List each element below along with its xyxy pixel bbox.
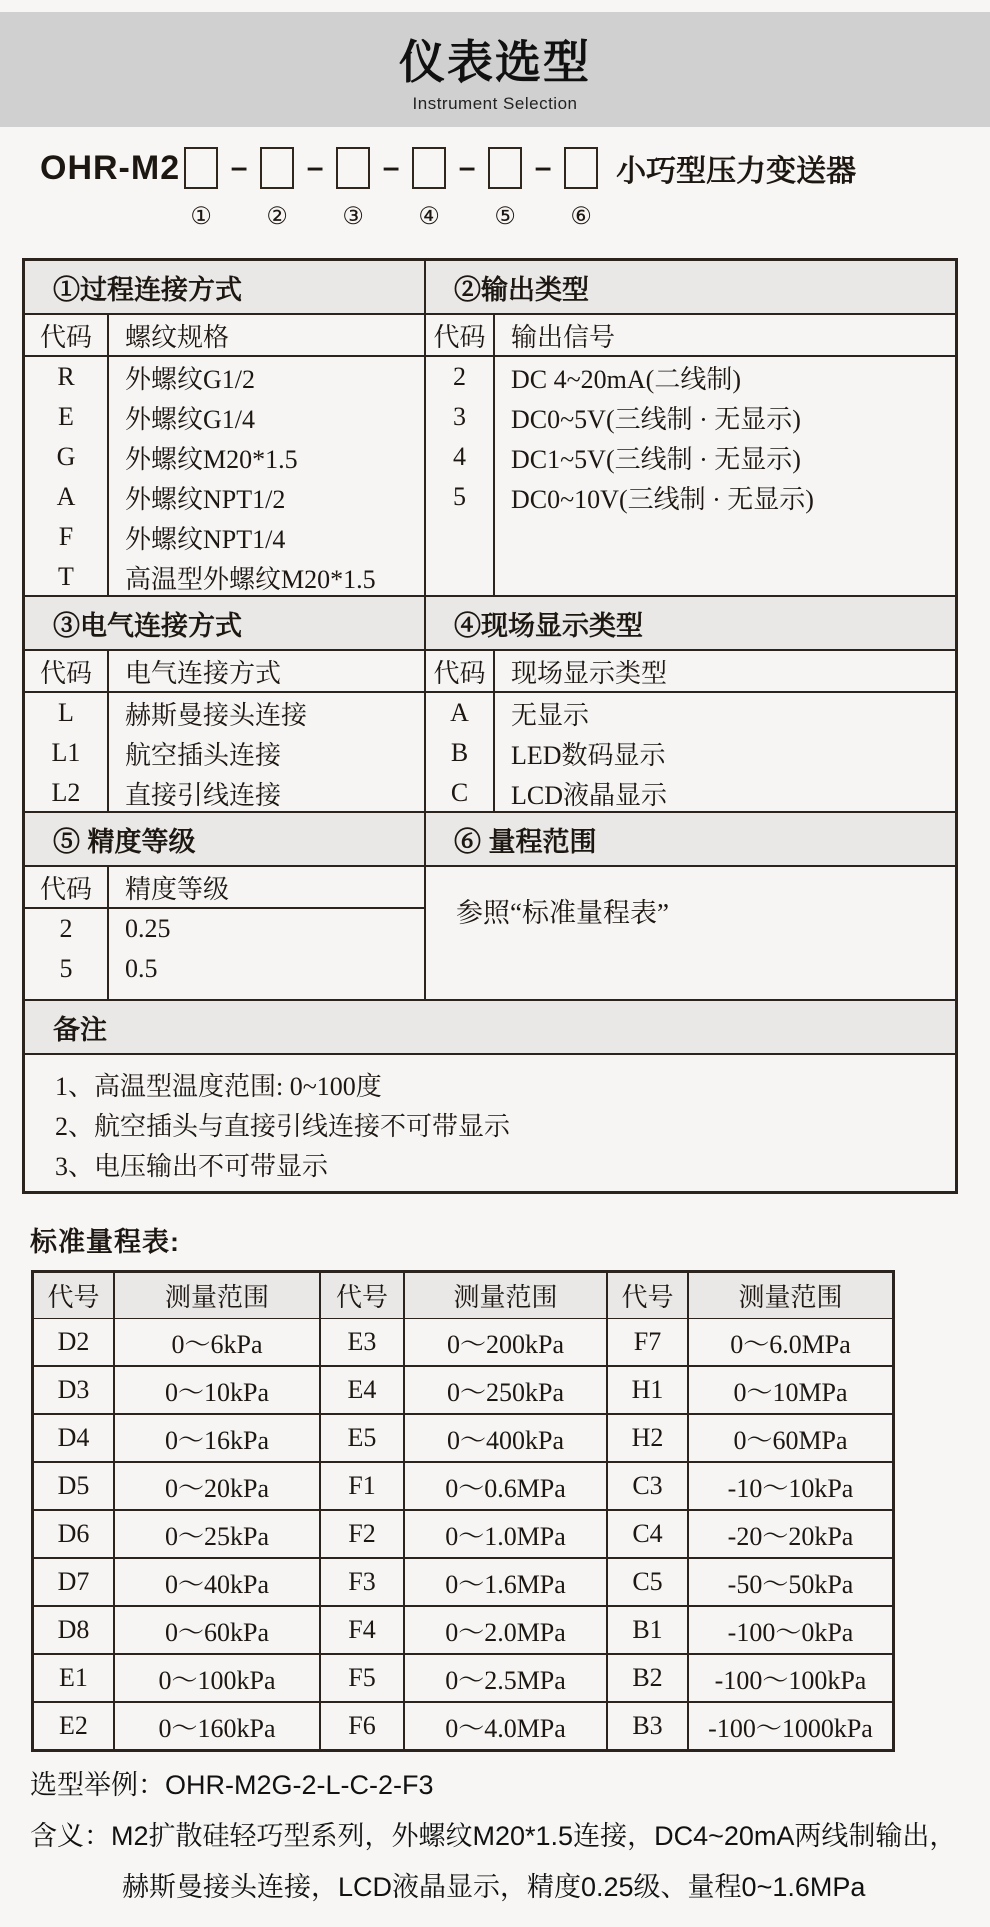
range-code-cell: E2	[59, 1711, 88, 1740]
range-code-cell: D3	[57, 1375, 90, 1404]
range-value-cell: 0～0.6MPa	[403, 1463, 606, 1509]
model-box-1	[184, 147, 218, 189]
range-value-cell: 0～2.0MPa	[403, 1607, 606, 1653]
range-code-cell: D4	[57, 1423, 90, 1452]
circled-number-6: ⑥	[570, 204, 592, 230]
range-code-cell: H1	[606, 1367, 687, 1413]
code-column-header: 代码	[426, 315, 495, 355]
remarks-lines	[25, 1055, 510, 1191]
code-cell: G	[25, 437, 109, 477]
section2-title: ②输出类型	[454, 274, 589, 305]
meaning-text-1: M2扩散硅轻巧型系列，外螺纹M20*1.5连接，DC4~20mA两线制输出，	[111, 1821, 957, 1851]
range-value-cell: 0～100kPa	[113, 1655, 319, 1701]
remarks-body-band	[25, 1053, 955, 1191]
table-row	[25, 437, 424, 477]
circled-number-3: ③	[342, 204, 364, 230]
table-row	[25, 517, 424, 557]
meaning-line-1	[30, 1811, 956, 1862]
column-header-row	[426, 651, 955, 693]
range-code-cell: H2	[606, 1415, 687, 1461]
range-code-cell: C3	[606, 1463, 687, 1509]
range-code-cell: F4	[319, 1607, 403, 1653]
dash-separator: –	[458, 151, 476, 184]
desc-cell: 外螺纹G1/2	[125, 364, 256, 394]
code-cell: L	[25, 693, 109, 733]
section1-rows	[25, 357, 424, 597]
table-row	[25, 357, 424, 397]
table-row	[34, 1557, 892, 1605]
table-row	[25, 773, 424, 813]
page-subtitle: Instrument Selection	[412, 94, 578, 113]
desc-cell: 0.5	[125, 954, 158, 983]
range-value-cell: 0～400kPa	[403, 1415, 606, 1461]
section-body-band-1	[25, 313, 955, 595]
range-table-label: 标准量程表:	[30, 1227, 180, 1257]
code-cell: F	[25, 517, 109, 557]
range-code-cell: E5	[319, 1415, 403, 1461]
code-cell: 5	[426, 477, 495, 517]
range-code-cell: E3	[319, 1319, 403, 1365]
code-cell: R	[25, 357, 109, 397]
desc-cell: LED数码显示	[511, 740, 666, 770]
section4-body	[426, 651, 955, 811]
table-row	[34, 1701, 892, 1749]
code-column-header: 代码	[25, 315, 109, 355]
selection-example	[30, 1760, 956, 1913]
code-cell: T	[25, 557, 109, 597]
range-code-cell: F5	[319, 1655, 403, 1701]
desc-cell: DC 4~20mA(二线制)	[511, 364, 742, 394]
code-cell: B	[426, 733, 495, 773]
dash-separator: –	[534, 151, 552, 184]
desc-cell: 赫斯曼接头连接	[125, 700, 308, 730]
code-cell: 2	[426, 357, 495, 397]
code-column-header: 代码	[25, 867, 109, 907]
table-row	[34, 1605, 892, 1653]
range-value-cell: 0～40kPa	[113, 1559, 319, 1605]
range-value-cell: -20～20kPa	[687, 1511, 892, 1557]
range-code-cell: F2	[319, 1511, 403, 1557]
section3-body	[25, 651, 426, 811]
desc-column-header: 螺纹规格	[125, 322, 230, 352]
meaning-line-2: 赫斯曼接头连接，LCD液晶显示，精度0.25级、量程0~1.6MPa	[122, 1872, 866, 1902]
section4-title: ④现场显示类型	[454, 610, 643, 641]
column-header-row	[25, 315, 424, 357]
dash-separator: –	[306, 151, 324, 184]
range-value-cell: 0～1.0MPa	[403, 1511, 606, 1557]
range-value-cell: 0～60MPa	[687, 1415, 892, 1461]
model-box-3	[336, 147, 370, 189]
circled-number-2: ②	[266, 204, 288, 230]
range-reference-note: 参照“标准量程表”	[456, 898, 669, 928]
desc-cell: 外螺纹M20*1.5	[125, 444, 298, 474]
desc-cell: 0.25	[125, 914, 171, 943]
code-cell: L1	[25, 733, 109, 773]
range-value-cell: 0～10kPa	[113, 1367, 319, 1413]
code-cell: E	[25, 397, 109, 437]
code-cell: C	[426, 773, 495, 813]
desc-cell: 无显示	[511, 700, 590, 730]
range-value-cell: -100～0kPa	[687, 1607, 892, 1653]
remarks-title: 备注	[53, 1014, 107, 1045]
table-row	[426, 397, 955, 437]
range-value-cell: 0～6.0MPa	[687, 1319, 892, 1365]
section-header-band-2	[25, 595, 955, 649]
range-column-header: 测量范围	[403, 1273, 606, 1318]
table-row	[34, 1365, 892, 1413]
range-value-cell: 0～4.0MPa	[403, 1703, 606, 1749]
table-row	[34, 1509, 892, 1557]
section1-body	[25, 315, 426, 595]
dash-separator: –	[230, 151, 248, 184]
range-code-cell: C5	[606, 1559, 687, 1605]
remark-line: 2、航空插头与直接引线连接不可带显示	[55, 1112, 511, 1141]
range-code-cell: B2	[606, 1655, 687, 1701]
range-value-cell: 0～20kPa	[113, 1463, 319, 1509]
section6-body	[426, 867, 955, 999]
table-row	[25, 693, 424, 733]
desc-cell: 外螺纹G1/4	[125, 404, 256, 434]
desc-cell: 高温型外螺纹M20*1.5	[125, 564, 376, 594]
table-row	[25, 397, 424, 437]
table-row	[25, 909, 424, 949]
range-code-cell: E1	[59, 1663, 88, 1692]
range-code-cell: F7	[606, 1319, 687, 1365]
desc-cell: DC1~5V(三线制 · 无显示)	[511, 444, 801, 474]
remark-line: 3、电压输出不可带显示	[55, 1152, 329, 1181]
section-body-band-3	[25, 865, 955, 999]
code-cell: A	[25, 477, 109, 517]
range-value-cell: -100～100kPa	[687, 1655, 892, 1701]
example-line	[30, 1760, 956, 1811]
desc-column-header: 精度等级	[125, 874, 230, 904]
model-prefix: OHR-M2	[40, 148, 181, 187]
section5-title: ⑤ 精度等级	[25, 813, 426, 865]
range-table	[31, 1270, 895, 1752]
table-row	[25, 477, 424, 517]
range-column-header: 代号	[47, 1283, 100, 1312]
range-code-cell: D5	[57, 1471, 90, 1500]
range-value-cell: -10～10kPa	[687, 1463, 892, 1509]
range-code-cell: F3	[319, 1559, 403, 1605]
model-code-line	[40, 146, 856, 231]
table-row	[426, 733, 955, 773]
code-cell: A	[426, 693, 495, 733]
desc-column-header: 电气连接方式	[125, 658, 282, 688]
circled-number-4: ④	[418, 204, 440, 230]
range-code-cell: B1	[606, 1607, 687, 1653]
desc-cell: 外螺纹NPT1/2	[125, 484, 286, 514]
range-value-cell: 0～10MPa	[687, 1367, 892, 1413]
desc-cell: DC0~10V(三线制 · 无显示)	[511, 484, 814, 514]
range-value-cell: 0～16kPa	[113, 1415, 319, 1461]
selection-table	[22, 258, 958, 1194]
table-row	[426, 357, 955, 397]
example-label: 选型举例：	[30, 1770, 165, 1800]
table-row	[426, 477, 955, 517]
model-box-5	[488, 147, 522, 189]
dash-separator: –	[382, 151, 400, 184]
section5-body	[25, 867, 426, 999]
section1-title: ①过程连接方式	[25, 261, 426, 313]
model-box-6	[564, 147, 598, 189]
range-table-rows	[34, 1319, 892, 1749]
range-column-header: 代号	[606, 1273, 687, 1318]
code-cell: L2	[25, 773, 109, 813]
code-cell: 5	[25, 949, 109, 989]
range-column-header: 测量范围	[113, 1273, 319, 1318]
range-value-cell: 0～6kPa	[113, 1319, 319, 1365]
range-code-cell: F6	[319, 1703, 403, 1749]
desc-cell: 外螺纹NPT1/4	[125, 524, 286, 554]
code-column-header: 代码	[25, 651, 109, 691]
range-value-cell: 0～2.5MPa	[403, 1655, 606, 1701]
table-row	[25, 949, 424, 989]
section2-body	[426, 315, 955, 595]
section3-title: ③电气连接方式	[25, 597, 426, 649]
table-row	[34, 1413, 892, 1461]
page-header	[0, 12, 990, 127]
range-table-header-row	[34, 1273, 892, 1319]
section3-rows	[25, 693, 424, 813]
range-column-header: 测量范围	[687, 1273, 892, 1318]
desc-cell: 航空插头连接	[125, 740, 282, 770]
table-row	[426, 437, 955, 477]
model-suffix: 小巧型压力变送器	[616, 155, 857, 188]
table-row	[426, 773, 955, 813]
desc-column-header: 输出信号	[511, 322, 616, 352]
table-row	[426, 693, 955, 733]
section6-title: ⑥ 量程范围	[454, 826, 597, 857]
range-code-cell: B3	[606, 1703, 687, 1749]
page-title: 仪表选型	[399, 36, 591, 88]
range-code-cell: E4	[319, 1367, 403, 1413]
range-code-cell: D7	[57, 1567, 90, 1596]
table-row	[34, 1319, 892, 1365]
range-value-cell: 0～25kPa	[113, 1511, 319, 1557]
section-header-band-1	[25, 261, 955, 313]
section-body-band-2	[25, 649, 955, 811]
remark-line: 1、高温型温度范围: 0~100度	[55, 1072, 382, 1101]
model-box-4	[412, 147, 446, 189]
range-value-cell: 0～160kPa	[113, 1703, 319, 1749]
table-row	[34, 1461, 892, 1509]
section4-rows	[426, 693, 955, 813]
code-column-header: 代码	[426, 651, 495, 691]
range-code-cell: C4	[606, 1511, 687, 1557]
range-value-cell: 0～250kPa	[403, 1367, 606, 1413]
table-row	[25, 557, 424, 597]
filler-space	[426, 517, 955, 595]
table-row	[25, 733, 424, 773]
range-code-cell: D6	[57, 1519, 90, 1548]
code-cell: 3	[426, 397, 495, 437]
section5-rows	[25, 909, 424, 989]
column-header-row	[25, 867, 424, 909]
meaning-label: 含义：	[30, 1821, 111, 1851]
column-header-row	[426, 315, 955, 357]
desc-cell: 直接引线连接	[125, 780, 282, 810]
desc-cell: LCD液晶显示	[511, 780, 668, 810]
range-value-cell: 0～200kPa	[403, 1319, 606, 1365]
remarks-header-band	[25, 999, 955, 1053]
model-box-2	[260, 147, 294, 189]
range-code-cell: D2	[57, 1327, 90, 1356]
code-cell: 4	[426, 437, 495, 477]
range-code-cell: F1	[319, 1463, 403, 1509]
code-cell: 2	[25, 909, 109, 949]
range-column-header: 代号	[319, 1273, 403, 1318]
range-value-cell: 0～60kPa	[113, 1607, 319, 1653]
range-value-cell: 0～1.6MPa	[403, 1559, 606, 1605]
circled-number-5: ⑤	[494, 204, 516, 230]
column-header-row	[25, 651, 424, 693]
table-row	[34, 1653, 892, 1701]
section2-rows	[426, 357, 955, 517]
desc-cell: DC0~5V(三线制 · 无显示)	[511, 404, 801, 434]
range-code-cell: D8	[57, 1615, 90, 1644]
circled-number-1: ①	[190, 204, 212, 230]
desc-column-header: 现场显示类型	[511, 658, 668, 688]
range-value-cell: -50～50kPa	[687, 1559, 892, 1605]
range-value-cell: -100～1000kPa	[687, 1703, 892, 1749]
section-header-band-3	[25, 811, 955, 865]
filler-space	[25, 989, 424, 999]
example-value: OHR-M2G-2-L-C-2-F3	[165, 1770, 434, 1800]
